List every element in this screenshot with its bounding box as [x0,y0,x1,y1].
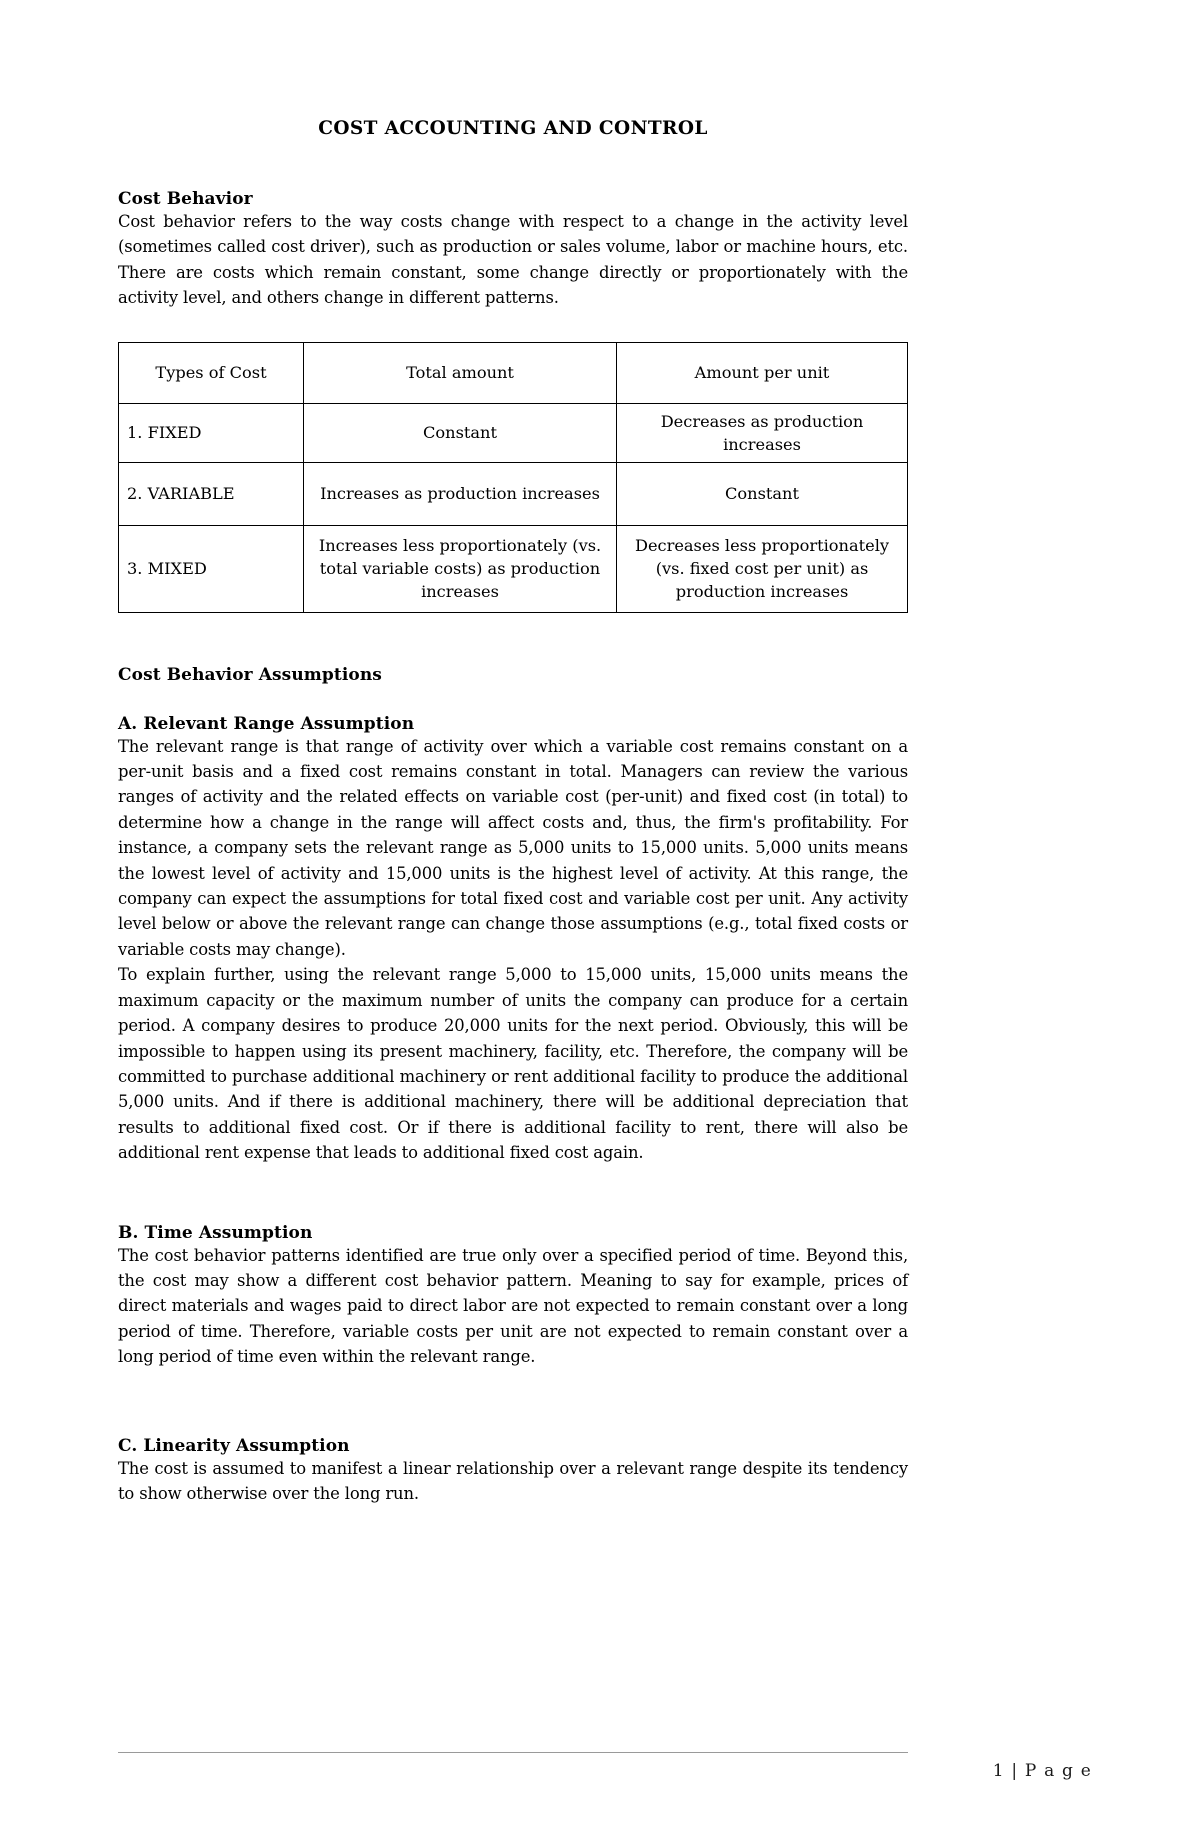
cost-types-table [118,342,908,613]
table-cell-type: 3. MIXED [119,525,304,612]
table-cell-total-amount: Increases as production increases [304,462,617,525]
table-cell-total-amount: Increases less proportionately (vs. total variable costs) as production increases [304,525,617,612]
paragraph-relevant-range-2: To explain further, using the relevant range 5,000 to 15,000 units, 15,000 units means the maximum capacity or the maximum number of units the company can produce for a certain period. A company desires to produce 20,000 units for the next period. Obviously, this will be impossible to happen using its present machinery, facility, etc. Therefore, the company will be committed to purchase additional machinery or rent additional facility to produce the additional 5,000 units. And if there is additional machinery, there will be additional depreciation that results to additional fixed cost. Or if there is additional facility to rent, there will also be additional rent expense that leads to additional fixed cost again. [118,965,908,1163]
table-row [119,403,908,462]
heading-relevant-range-assumption: A. Relevant Range Assumption [118,713,415,734]
table-cell-amount-per-unit: Constant [617,462,908,525]
table-header-row [119,342,908,403]
heading-linearity-assumption: C. Linearity Assumption [118,1435,350,1456]
table-header-types-of-cost: Types of Cost [119,342,304,403]
paragraph-relevant-range-1: The relevant range is that range of activity over which a variable cost remains constant on a per-unit basis and a fixed cost remains constant in total. Managers can review the various ranges of activity and the related effects on variable cost (per-unit) and fixed cost (in total) to determine how a change in the range will affect costs and, thus, the firm's profitability. For instance, a company sets the relevant range as 5,000 units to 15,000 units. 5,000 units means the lowest level of activity and 15,000 units is the highest level of activity. At this range, the company can expect the assumptions for total fixed cost and variable cost per unit. Any activity level below or above the relevant range can change those assumptions (e.g., total fixed costs or variable costs may change). [118,736,908,959]
footer-divider [118,1752,908,1753]
paragraph-time-assumption-1: The cost behavior patterns identified are true only over a specified period of time. Beyond this, the cost may show a different cost behavior pattern. Meaning to say for example, prices of direct materials and wages paid to direct labor are not expected to remain constant over a long period of time. Therefore, variable costs per unit are not expected to remain constant over a long period of time even within the relevant range. [118,1245,908,1367]
table-cell-amount-per-unit: Decreases as production increases [617,403,908,462]
document-title: COST ACCOUNTING AND CONTROL [318,118,708,139]
footer-page-number: 1 | P a g e [992,1761,1092,1781]
table-row [119,525,908,612]
table-header-amount-per-unit: Amount per unit [617,342,908,403]
table-cell-type: 2. VARIABLE [119,462,304,525]
paragraph-cost-behavior-intro: Cost behavior refers to the way costs change with respect to a change in the activity level (sometimes called cost driver), such as production or sales volume, labor or machine hours, etc. There are costs which remain constant, some change directly or proportionately with the activity level, and others change in different patterns. [118,212,908,308]
heading-cost-behavior-assumptions: Cost Behavior Assumptions [118,664,382,685]
table-cell-total-amount: Constant [304,403,617,462]
document-content [118,0,908,1506]
table-cell-amount-per-unit: Decreases less proportionately (vs. fixed cost per unit) as production increases [617,525,908,612]
heading-time-assumption: B. Time Assumption [118,1222,313,1243]
table-cell-type: 1. FIXED [119,403,304,462]
table-header-total-amount: Total amount [304,342,617,403]
table-row [119,462,908,525]
heading-cost-behavior: Cost Behavior [118,189,253,209]
paragraph-linearity-assumption-1: The cost is assumed to manifest a linear relationship over a relevant range despite its tendency to show otherwise over the long run. [118,1458,908,1503]
